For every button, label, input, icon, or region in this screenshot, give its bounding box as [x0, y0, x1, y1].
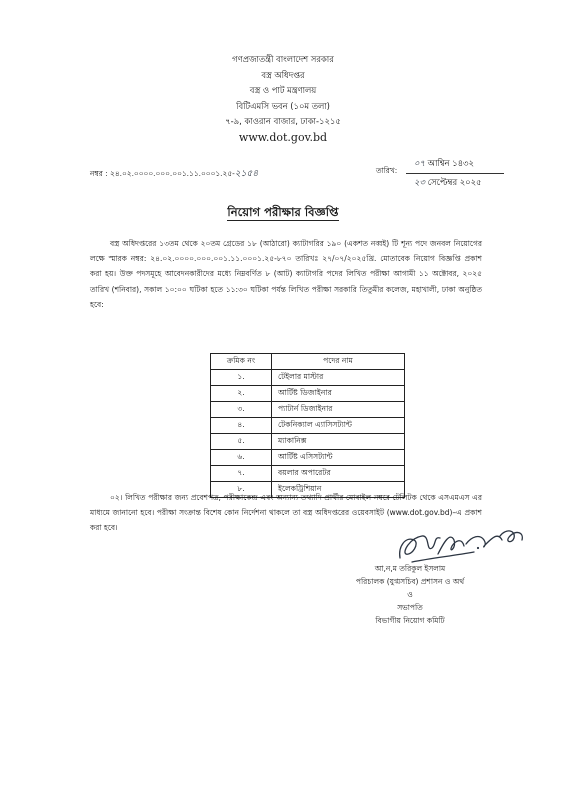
post-name: ম্যাকানিক্স: [272, 434, 405, 450]
row-number: ৮.: [211, 482, 272, 498]
govt-name: গণপ্রজাতন্ত্রী বাংলাদেশ সরকার: [232, 54, 334, 64]
website: www.dot.gov.bd: [238, 130, 328, 144]
english-date-day: ২৩: [414, 177, 425, 187]
row-number: ৩.: [211, 402, 272, 418]
notice-title-text: নিয়োগ পরীক্ষার বিজ্ঞপ্তি: [227, 205, 339, 219]
address: ৭-৯, কাওরান বাজার, ঢাকা-১২১৫: [225, 116, 341, 127]
ministry-name: বস্ত্র ও পাট মন্ত্রণালয়: [249, 85, 317, 96]
paragraph-2-text: ০২। লিখিত পরীক্ষার জন্য প্রবেশপত্র, পরীক্ষাকেন্দ্র এবং অন্যান্য তথ্যাদি প্রার্থীর মোবাইল নম্বরে টেলিটক থেকে এসএমএস এর মাধ্যমে জানানো হবে। পরীক্ষা সংক্রান্ত বিশেষ কোন নির্দেশনা থাকলে তা বস্ত্র অধিদপ্তরের ওয়েবসাইট (www.dot.gov.bd)–এ প্রকাশ করা হবে।: [90, 493, 482, 533]
table-row: [211, 466, 405, 482]
memo-label: নম্বর : ২৪.০২.০০০০.০০০.০০১.১১.০০০১.২৫-: [90, 169, 235, 178]
building-name: বিটিএমসি ভবন (১০ম তলা): [236, 100, 330, 111]
paragraph-1: [90, 236, 482, 312]
post-name-header: পদের নাম: [272, 354, 405, 370]
department-name: বস্ত্র অধিদপ্তর: [261, 69, 305, 80]
row-number: ৫.: [211, 434, 272, 450]
row-number: ১.: [211, 370, 272, 386]
posts-table: [210, 353, 405, 498]
post-name: ইলেকট্রিশিয়ান: [272, 482, 405, 498]
bangla-date: [406, 155, 504, 174]
signatory-name: আ,ন,ম তরিকুল ইসলাম: [374, 564, 446, 573]
table-row: [211, 450, 405, 466]
post-name: আর্টিষ্ট ডিজাইনার: [272, 386, 405, 402]
table-row: [211, 402, 405, 418]
memo-handwritten-number: ২১৫৪: [234, 169, 259, 179]
post-name: আর্টিষ্ট এসিসট্যান্ট: [272, 450, 405, 466]
english-date-rest: সেপ্টেম্বর ২০২৫: [427, 177, 482, 187]
date-label: তারিখ:: [376, 166, 398, 175]
table-row: [211, 418, 405, 434]
paragraph-1-text: বস্ত্র অধিদপ্তরের ১৩তম থেকে ২০তম গ্রেডের ১৮ (আঠারো) ক্যাটাগরির ১৯০ (একশত নব্বই) টি শূন্য পদে জনবল নিয়োগের লক্ষে স্মারক নম্বর: ২৪.০২.০০০০.০০০.০০১.১১.০০০১.২৫-৮৭০ তারিখঃ ২৭/০৭/২০২৫খ্রি. মোতাবেক নিয়োগ বিজ্ঞপ্তি প্রকাশ করা হয়। উক্ত পদসমূহে আবেদনকারীদের মধ্যে নিম্নবর্ণিত ৮ (আট) ক্যাটাগরি পদের লিখিত পরীক্ষা আগামী ১১ অক্টোবর, ২০২৫ তারিখ (শনিবার), সকাল ১০:০০ ঘটিকা হতে ১১:৩০ ঘটিকা পর্যন্ত লিখিত পরীক্ষা সরকারি তিতুমীর কলেজ, মহাখালী, ঢাকা অনুষ্ঠিত হবে:: [90, 239, 482, 309]
bangla-date-rest: আশ্বিন ১৪৩২: [427, 158, 474, 168]
row-number: ৪.: [211, 418, 272, 434]
post-name: প্যাটার্ন ডিজাইনার: [272, 402, 405, 418]
table-header-row: [211, 354, 405, 370]
english-date: [406, 174, 504, 192]
memo-number: [90, 166, 258, 181]
serial-header: ক্রমিক নং: [211, 354, 272, 370]
date-block: [406, 155, 504, 192]
row-number: ৭.: [211, 466, 272, 482]
table-row: [211, 434, 405, 450]
notice-title: [0, 204, 566, 223]
bangla-date-day: ০৭: [414, 158, 425, 168]
table-row: [211, 370, 405, 386]
signatory-and: ও: [407, 590, 413, 599]
row-number: ২.: [211, 386, 272, 402]
signature-block: [330, 562, 490, 627]
post-name: টেকনিক্যাল এ্যাসিসট্যান্ট: [272, 418, 405, 434]
signatory-designation: পরিচালক (যুগ্মসচিব) প্রশাসন ও অর্থ: [355, 577, 465, 586]
signatory-role: সভাপতি: [397, 603, 423, 612]
table-row: [211, 386, 405, 402]
letterhead: [0, 52, 566, 146]
post-name: টেইলার মাস্টার: [272, 370, 405, 386]
signatory-committee: বিভাগীয় নিয়োগ কমিটি: [375, 616, 445, 625]
row-number: ৬.: [211, 450, 272, 466]
post-name: বয়লার অপারেটর: [272, 466, 405, 482]
